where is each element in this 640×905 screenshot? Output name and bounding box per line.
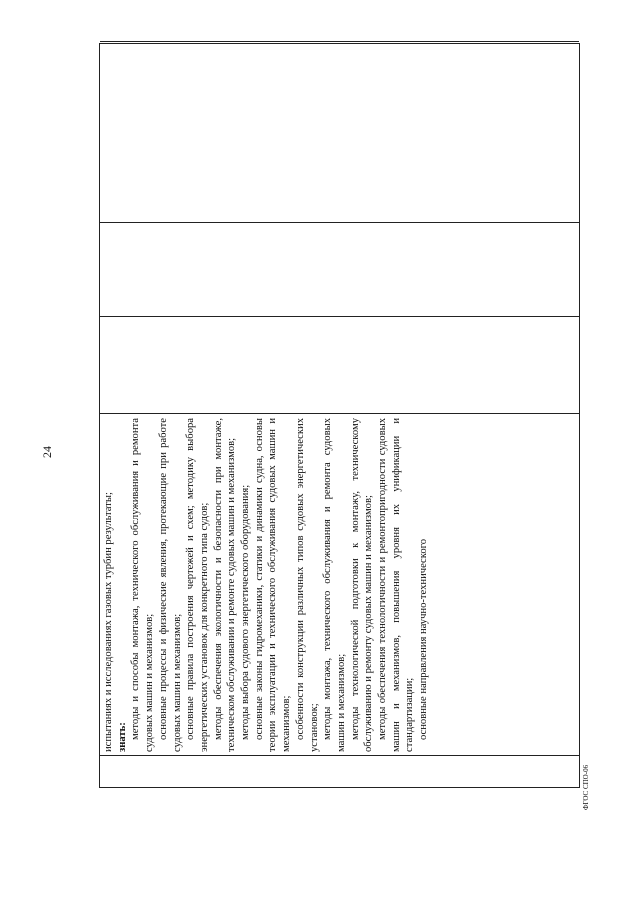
table-cell-empty — [100, 42, 579, 317]
table-cell-empty — [100, 316, 579, 413]
footer-code: ФГОС СПО-06 — [582, 764, 590, 810]
list-item: методы обеспечения экологичности и безопасности при монтаже, техническом обслуживании и ремонте судовых машин и механизмов; — [212, 418, 238, 752]
table-cell-empty — [100, 755, 579, 787]
table-row — [99, 43, 580, 788]
list-item: методы монтажа, технического обслуживания и ремонта судовых машин и механизмов; — [322, 418, 347, 752]
document-table — [99, 43, 580, 788]
list-item: методы и способы монтажа, технического обслуживания и ремонта судовых машин и механизмов; — [130, 418, 156, 752]
table-cell-divider — [100, 222, 579, 317]
list-item: основные правила построения чертежей и схем; методику выбора энергетических установок для конкретного типа судов; — [185, 418, 210, 752]
list-item: основные направления научно-технического — [418, 538, 430, 740]
know-label: знать: — [116, 722, 128, 752]
intro-text: испытаниях и исследованиях газовых турбин результаты; — [103, 492, 114, 752]
competencies-text-cell — [100, 413, 579, 756]
list-item: методы технологической подготовки к монтажу, техническому обслуживанию и ремонту судовых машин и механизмов; — [349, 418, 375, 752]
list-item: основные законы гидромеханики, статики и динамики судна, основы теории эксплуатации и технического обслуживания судовых машин и механизмов; — [253, 418, 293, 752]
table-cell-divider — [100, 41, 579, 223]
page-number: 24 — [40, 446, 54, 458]
list-item: особенности конструкции различных типов судовых энергетических установок; — [294, 418, 320, 752]
list-item: методы обеспечения технологичности и ремонтопригодности судовых машин и механизмов, повышения уровня их унификации и стандартизации; — [377, 418, 416, 752]
list-item: основные процессы и физические явления, протекающие при работе судовых машин и механизмов; — [157, 418, 183, 752]
list-item: методы выбора судового энергетического оборудования; — [240, 484, 252, 740]
